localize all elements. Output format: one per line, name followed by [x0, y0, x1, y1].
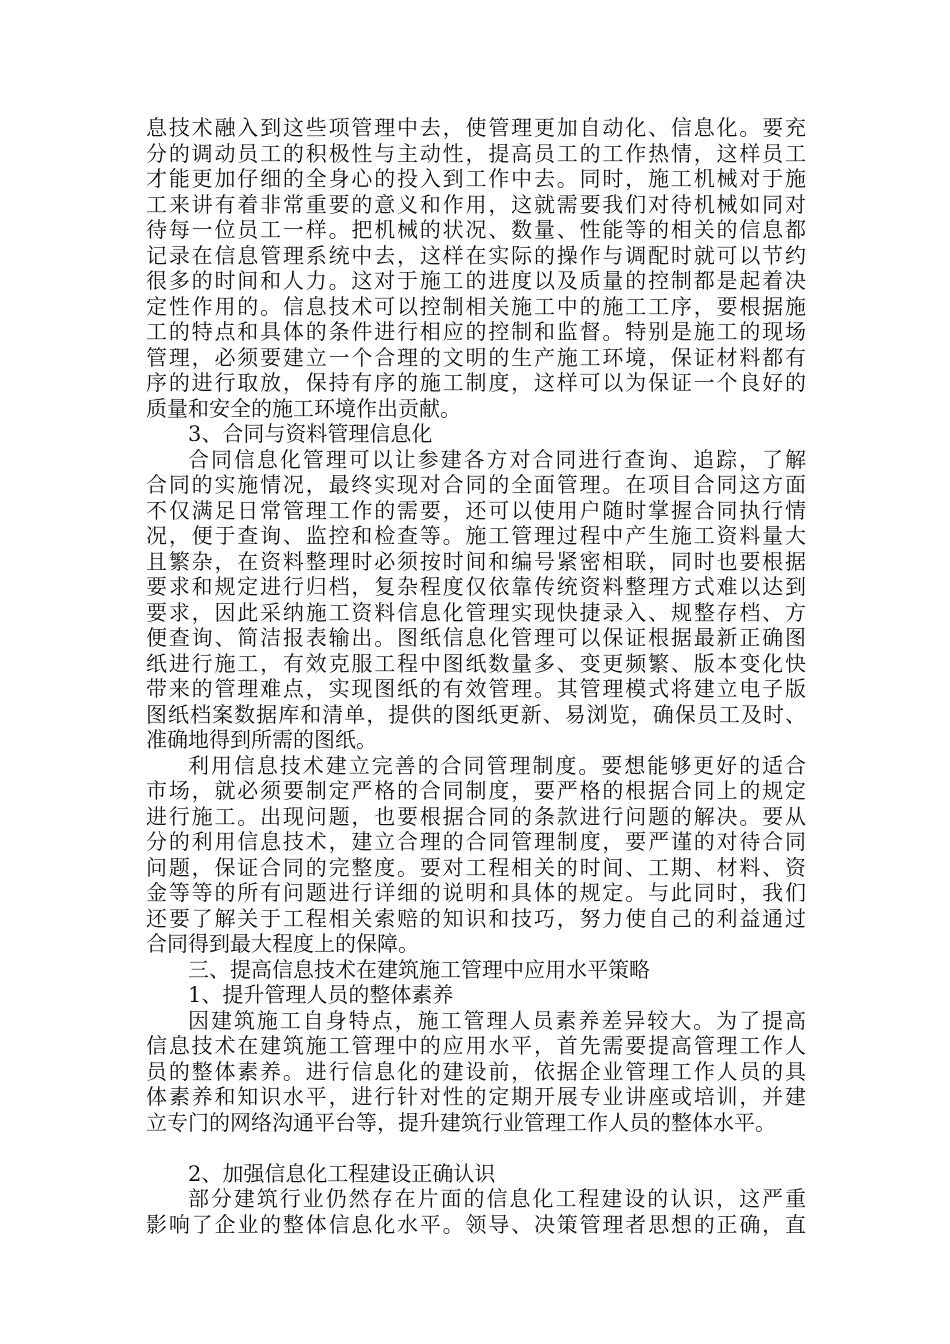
text-line: 分的调动员工的积极性与主动性，提高员工的工作热情，这样员工	[146, 141, 806, 166]
text-line: 立专门的网络沟通平台等，提升建筑行业管理工作人员的整体水平。	[146, 1110, 776, 1135]
text-line: 因建筑施工自身特点，施工管理人员素养差异较大。为了提高	[188, 1008, 806, 1033]
text-line: 三、提高信息技术在建筑施工管理中应用水平策略	[188, 957, 650, 982]
text-line: 合同的实施情况，最终实现对合同的全面管理。在项目合同这方面	[146, 473, 806, 497]
text-line: 序的进行取放，保持有序的施工制度，这样可以为保证一个良好的	[146, 371, 806, 395]
text-line: 问题，保证合同的完整度。要对工程相关的时间、工期、材料、资	[146, 855, 806, 880]
text-line: 体素养和知识水平，进行针对性的定期开展专业讲座或培训，并建	[146, 1085, 806, 1109]
text-line: 要求和规定进行归档，复杂程度仅依靠传统资料整理方式难以达到	[146, 575, 806, 599]
text-line: 待每一位员工一样。把机械的状况、数量、性能等的相关的信息都	[146, 218, 806, 242]
text-line: 便查询、简洁报表输出。图纸信息化管理可以保证根据最新正确图	[146, 626, 806, 650]
text-line: 质量和安全的施工环境作出贡献。	[146, 396, 461, 421]
text-line: 还要了解关于工程相关索赔的知识和技巧，努力使自己的利益通过	[146, 906, 806, 931]
text-line: 市场，就必须要制定严格的合同制度，要严格的根据合同上的规定	[146, 779, 806, 803]
text-line: 要求，因此采纳施工资料信息化管理实现快捷录入、规整存档、方	[146, 600, 806, 625]
text-line: 不仅满足日常管理工作的需要，还可以使用户随时掌握合同执行情	[146, 498, 806, 523]
text-line: 信息技术在建筑施工管理中的应用水平，首先需要提高管理工作人	[146, 1034, 806, 1058]
text-line: 定性作用的。信息技术可以控制相关施工中的施工工序，要根据施	[146, 294, 806, 319]
document-body	[146, 116, 806, 1238]
text-line: 分的利用信息技术，建立合理的合同管理制度，要严谨的对待合同	[146, 830, 806, 854]
text-line: 且繁杂，在资料整理时必须按时间和编号紧密相联，同时也要根据	[146, 549, 806, 574]
text-line: 准确地得到所需的图纸。	[146, 728, 377, 752]
text-line: 工的特点和具体的条件进行相应的控制和监督。特别是施工的现场	[146, 320, 806, 344]
text-line: 工来讲有着非常重要的意义和作用，这就需要我们对待机械如同对	[146, 192, 806, 217]
text-line: 3、合同与资料管理信息化	[188, 422, 433, 446]
text-line: 才能更加仔细的全身心的投入到工作中去。同时，施工机械对于施	[146, 167, 806, 191]
text-line: 合同信息化管理可以让参建各方对合同进行查询、追踪，了解	[188, 447, 806, 472]
text-line: 金等等的所有问题进行详细的说明和具体的规定。与此同时，我们	[146, 881, 806, 905]
text-line: 员的整体素养。进行信息化的建设前，依据企业管理工作人员的具	[146, 1059, 806, 1084]
text-line: 管理，必须要建立一个合理的文明的生产施工环境，保证材料都有	[146, 345, 806, 370]
text-line: 图纸档案数据库和清单，提供的图纸更新、易浏览，确保员工及时、	[146, 702, 806, 727]
text-line: 记录在信息管理系统中去，这样在实际的操作与调配时就可以节约	[146, 243, 806, 268]
text-line: 息技术融入到这些项管理中去，使管理更加自动化、信息化。要充	[146, 116, 806, 140]
text-line: 纸进行施工，有效克服工程中图纸数量多、变更频繁、版本变化快	[146, 651, 806, 676]
text-line: 影响了企业的整体信息化水平。领导、决策管理者思想的正确，直	[146, 1212, 806, 1237]
text-line: 合同得到最大程度上的保障。	[146, 932, 419, 956]
text-line: 带来的管理难点，实现图纸的有效管理。其管理模式将建立电子版	[146, 677, 806, 701]
text-line: 利用信息技术建立完善的合同管理制度。要想能够更好的适合	[188, 753, 806, 778]
text-line: 1、提升管理人员的整体素养	[188, 983, 454, 1007]
text-line: 部分建筑行业仍然存在片面的信息化工程建设的认识，这严重	[188, 1187, 806, 1211]
blank-line	[146, 1136, 806, 1162]
text-line: 2、加强信息化工程建设正确认识	[188, 1161, 496, 1186]
text-line: 很多的时间和人力。这对于施工的进度以及质量的控制都是起着决	[146, 269, 806, 293]
text-line: 况，便于查询、监控和检查等。施工管理过程中产生施工资料量大	[146, 524, 806, 548]
text-line: 进行施工。出现问题，也要根据合同的条款进行问题的解决。要从	[146, 804, 806, 829]
